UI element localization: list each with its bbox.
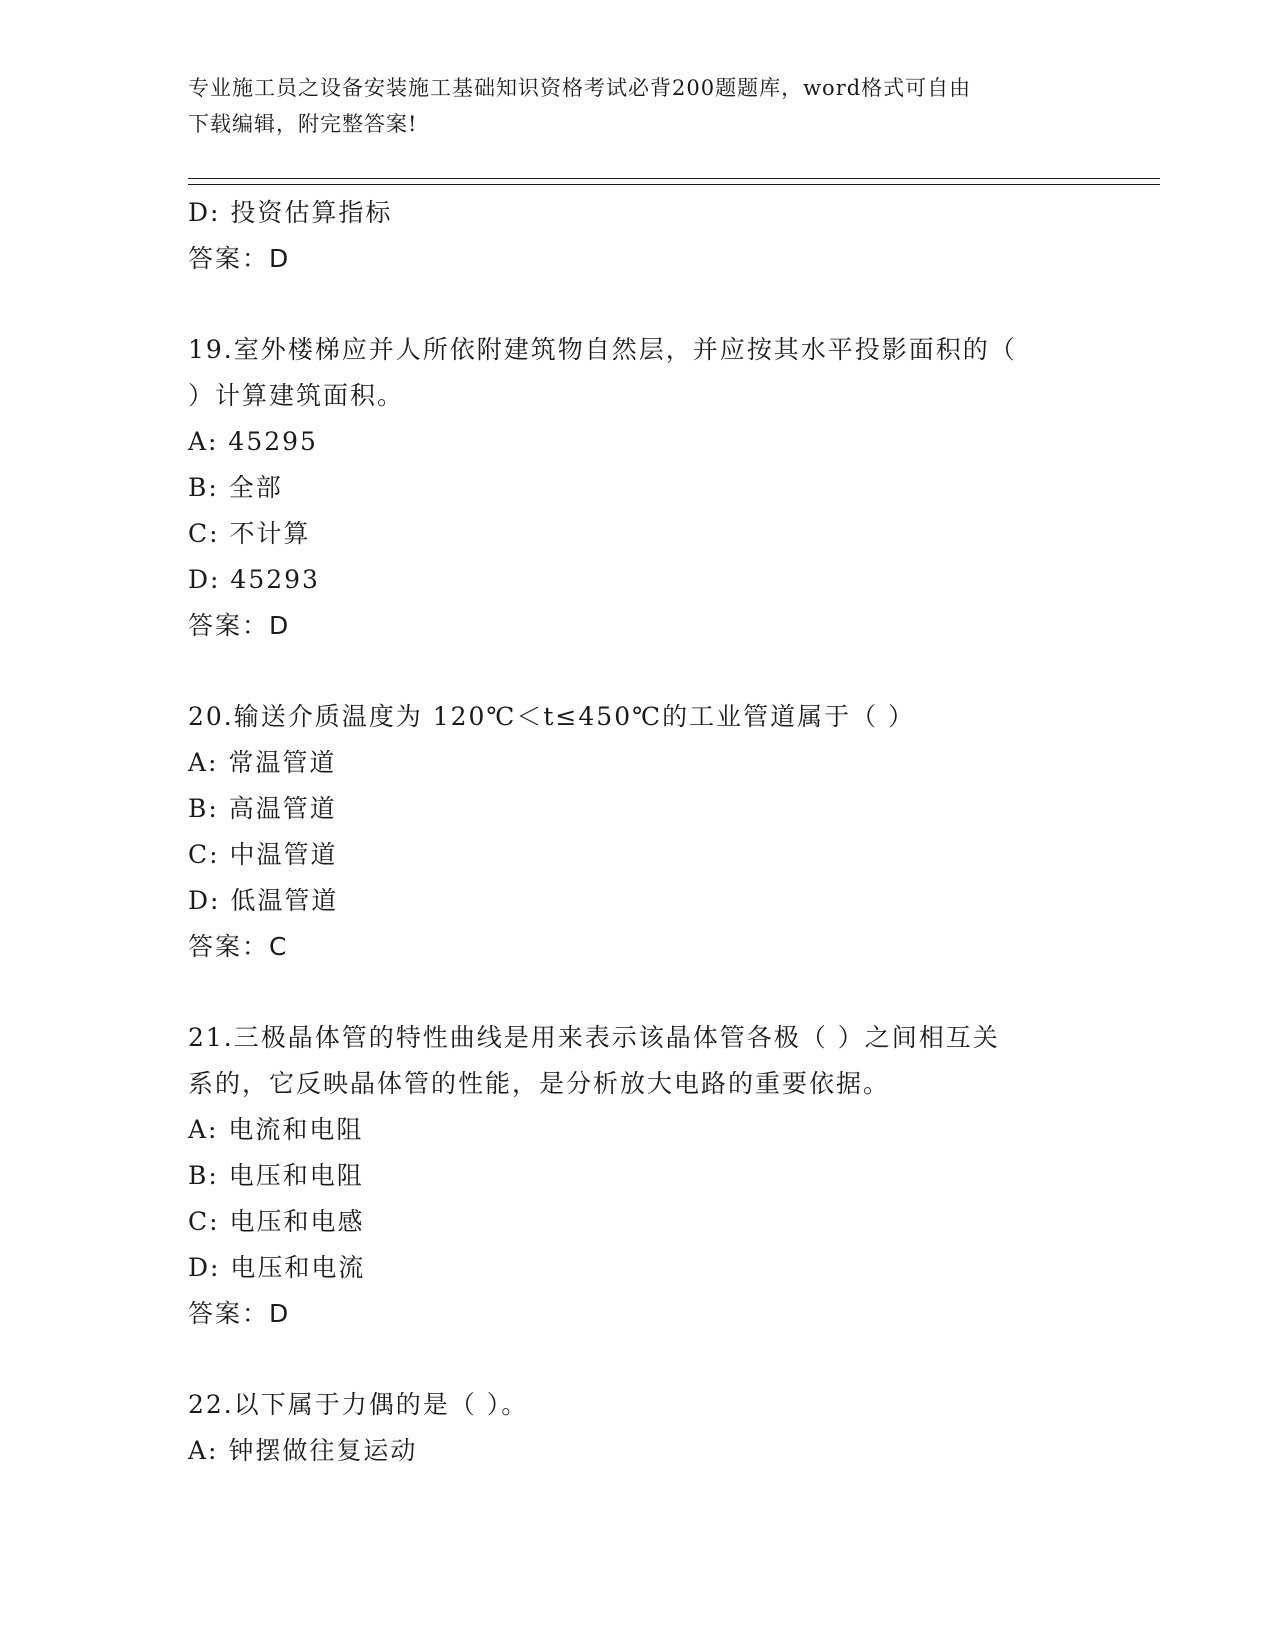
option-b: B: 高温管道: [188, 794, 337, 823]
question-21: [188, 1015, 1088, 1337]
option-a: A: 常温管道: [188, 748, 337, 777]
option-a: A: 45295: [188, 427, 318, 456]
option-d: D: 低温管道: [188, 886, 339, 915]
header-title-line-2: 下载编辑，附完整答案!: [188, 112, 418, 136]
option-d: D: 投资估算指标: [188, 198, 393, 227]
question-stem: 19.室外楼梯应并人所依附建筑物自然层，并应按其水平投影面积的（: [188, 335, 1017, 364]
question-stem-continued: 系的，它反映晶体管的性能，是分析放大电路的重要依据。: [188, 1069, 891, 1098]
option-a: A: 电流和电阻: [188, 1115, 364, 1144]
question-stem-continued: ）计算建筑面积。: [188, 381, 405, 410]
question-22: [188, 1382, 1088, 1474]
answer-line: 答案：D: [188, 1299, 291, 1328]
question-19: [188, 327, 1088, 649]
option-c: C: 中温管道: [188, 840, 338, 869]
answer-line: 答案：C: [188, 932, 289, 961]
question-20: [188, 694, 1088, 970]
answer-line: 答案：D: [188, 244, 291, 273]
header-title-line-1: 专业施工员之设备安装施工基础知识资格考试必背200题题库，word格式可自由: [188, 76, 972, 100]
question-stem: 20.输送介质温度为 120℃＜t≤450℃的工业管道属于（ ）: [188, 702, 916, 731]
option-c: C: 不计算: [188, 519, 311, 548]
question-18-tail: [188, 190, 1088, 282]
option-d: D: 45293: [188, 565, 320, 594]
answer-line: 答案：D: [188, 611, 291, 640]
header-divider: [188, 178, 1160, 185]
question-list: [188, 190, 1088, 1474]
option-a: A: 钟摆做往复运动: [188, 1436, 418, 1465]
option-b: B: 电压和电阻: [188, 1161, 364, 1190]
question-stem: 21.三极晶体管的特性曲线是用来表示该晶体管各极（ ）之间相互关: [188, 1023, 1000, 1052]
option-c: C: 电压和电感: [188, 1207, 365, 1236]
question-stem: 22.以下属于力偶的是（ ）。: [188, 1390, 529, 1419]
option-b: B: 全部: [188, 473, 283, 502]
option-d: D: 电压和电流: [188, 1253, 366, 1282]
document-header: [188, 70, 1088, 142]
